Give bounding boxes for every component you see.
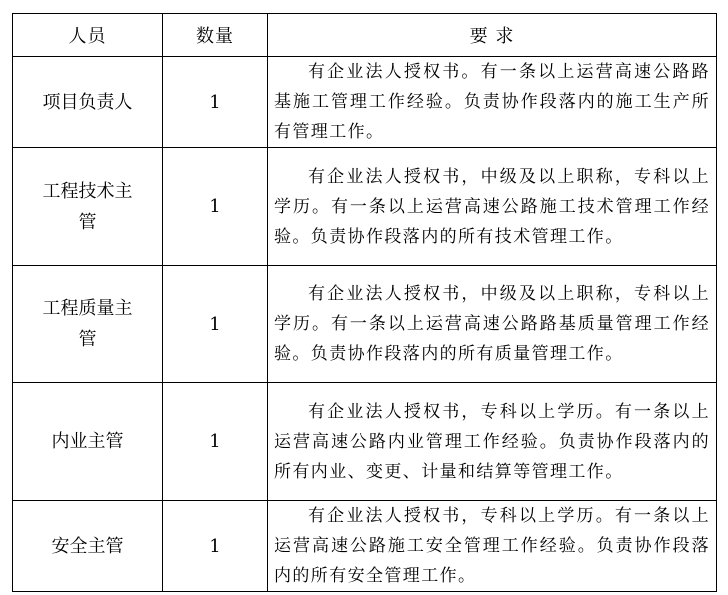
requirements-text: 有企业法人授权书。有一条以上运营高速公路路基施工管理工作经验。负责协作段落内的施工生产所有管理工作。 xyxy=(274,62,710,142)
role-cell: 项目负责人 xyxy=(13,57,163,148)
table-header-row xyxy=(13,14,717,57)
table-row xyxy=(13,266,717,383)
table-row xyxy=(13,57,717,148)
table-row xyxy=(13,383,717,501)
quantity-cell: 1 xyxy=(163,383,268,501)
role-cell: 内业主管 xyxy=(13,383,163,501)
role-cell: 工程质量主管 xyxy=(13,266,163,383)
requirements-cell xyxy=(268,501,717,592)
quantity-cell: 1 xyxy=(163,57,268,148)
requirements-text: 有企业法人授权书，中级及以上职称，专科以上学历。有一条以上运营高速公路施工技术管理工作经验。负责协作段落内的所有技术管理工作。 xyxy=(274,166,710,247)
header-role: 人员 xyxy=(13,14,163,57)
table-row xyxy=(13,148,717,266)
header-requirements: 要 求 xyxy=(268,14,717,57)
requirements-text: 有企业法人授权书，中级及以上职称，专科以上学历。有一条以上运营高速公路路基质量管理工作经验。负责协作段落内的所有质量管理工作。 xyxy=(274,284,710,364)
table-row xyxy=(13,501,717,592)
requirements-text: 有企业法人授权书，专科以上学历。有一条以上运营高速公路施工安全管理工作经验。负责协作段落内的所有安全管理工作。 xyxy=(274,506,710,586)
requirements-cell xyxy=(268,383,717,501)
quantity-cell: 1 xyxy=(163,501,268,592)
requirements-text: 有企业法人授权书，专科以上学历。有一条以上运营高速公路内业管理工作经验。负责协作段落内的所有内业、变更、计量和结算等管理工作。 xyxy=(274,401,710,482)
header-quantity: 数量 xyxy=(163,14,268,57)
requirements-cell xyxy=(268,57,717,148)
personnel-requirements-table xyxy=(12,13,717,592)
requirements-cell xyxy=(268,266,717,383)
quantity-cell: 1 xyxy=(163,266,268,383)
quantity-cell: 1 xyxy=(163,148,268,266)
role-cell: 工程技术主管 xyxy=(13,148,163,266)
role-cell: 安全主管 xyxy=(13,501,163,592)
requirements-cell xyxy=(268,148,717,266)
